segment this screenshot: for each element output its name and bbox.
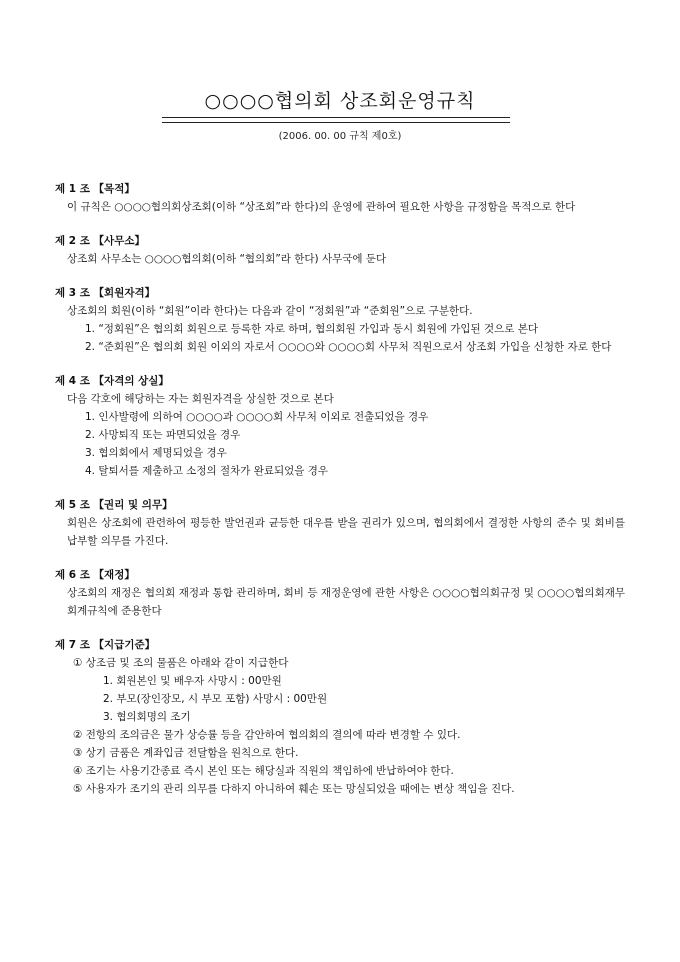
document-body [55, 180, 625, 814]
article-heading: 제 2 조 【사무소】 [55, 235, 145, 247]
article-clause: ③ 상기 금품은 계좌입금 전달함을 원칙으로 한다. [73, 747, 299, 759]
article-heading: 제 5 조 【권리 및 의무】 [55, 499, 173, 511]
clause-subitem: 1. 회원본인 및 배우자 사망시 : 00만원 [103, 675, 282, 687]
article-paragraph: 이 규칙은 ○○○○협의회상조회(이하 “상조회”라 한다)의 운영에 관하여 필요한 사항을 규정함을 목적으로 한다 [67, 201, 576, 213]
article-heading: 제 6 조 【재정】 [55, 569, 135, 581]
title-double-rule [162, 117, 510, 123]
article-item: 4. 탈퇴서를 제출하고 소정의 절차가 완료되었을 경우 [85, 465, 329, 477]
article-paragraph: 상조회의 재정은 협의회 재정과 통합 관리하며, 회비 등 재정운영에 관한 사항은 ○○○○협의회규정 및 ○○○○협의회재무회계규칙에 준용한다 [67, 587, 625, 617]
article-clause: ⑤ 사용자가 조기의 관리 의무를 다하지 아니하여 훼손 또는 망실되었을 때에는 변상 책임을 진다. [73, 783, 515, 795]
article-item: 1. “정회원”은 협의회 회원으로 등록한 자로 하며, 협의회원 가입과 동시 회원에 가입된 것으로 본다 [85, 323, 539, 335]
article-item: 2. “준회원”은 협의회 회원 이외의 자로서 ○○○○와 ○○○○회 사무처 직원으로서 상조회 가입을 신청한 자로 한다 [85, 341, 612, 353]
article-4 [55, 372, 625, 480]
article-clause: ① 상조금 및 조의 물품은 아래와 같이 지급한다 [73, 657, 289, 669]
article-item: 1. 인사발령에 의하여 ○○○○과 ○○○○회 사무처 이외로 전출되었을 경우 [85, 411, 429, 423]
document-subtitle: (2006. 00. 00 규칙 제0호) [278, 131, 402, 142]
article-clause: ② 전항의 조의금은 물가 상승률 등을 감안하여 협의회의 결의에 따라 변경할 수 있다. [73, 729, 461, 741]
article-2 [55, 232, 625, 268]
article-5 [55, 496, 625, 550]
article-heading: 제 3 조 【회원자격】 [55, 287, 156, 299]
article-3 [55, 284, 625, 356]
clause-subitem: 3. 협의회명의 조기 [103, 711, 191, 723]
article-item: 3. 협의회에서 제명되었을 경우 [85, 447, 227, 459]
article-heading: 제 1 조 【목적】 [55, 183, 135, 195]
article-paragraph: 상조회 사무소는 ○○○○협의회(이하 “협의회”라 한다) 사무국에 둔다 [67, 253, 387, 265]
article-heading: 제 7 조 【지급기준】 [55, 639, 156, 651]
article-paragraph: 회원은 상조회에 관련하여 평등한 발언권과 균등한 대우를 받을 권리가 있으며, 협의회에서 결정한 사항의 준수 및 회비를 납부할 의무를 가진다. [67, 517, 625, 547]
article-clause: ④ 조기는 사용기간종료 즉시 본인 또는 해당실과 직원의 책임하에 반납하여야 한다. [73, 765, 454, 777]
article-6 [55, 566, 625, 620]
article-paragraph: 다음 각호에 해당하는 자는 회원자격을 상실한 것으로 본다 [67, 393, 334, 405]
article-7 [55, 636, 625, 798]
clause-subitem: 2. 부모(장인장모, 시 부모 포함) 사망시 : 00만원 [103, 693, 328, 705]
document-title: ○○○○협의회 상조회운영규칙 [204, 90, 476, 112]
article-1 [55, 180, 625, 216]
article-heading: 제 4 조 【자격의 상실】 [55, 375, 169, 387]
article-item: 2. 사망퇴직 또는 파면되었을 경우 [85, 429, 241, 441]
article-paragraph: 상조회의 회원(이하 “회원”이라 한다)는 다음과 같이 “정회원”과 “준회원”으로 구분한다. [67, 305, 473, 317]
